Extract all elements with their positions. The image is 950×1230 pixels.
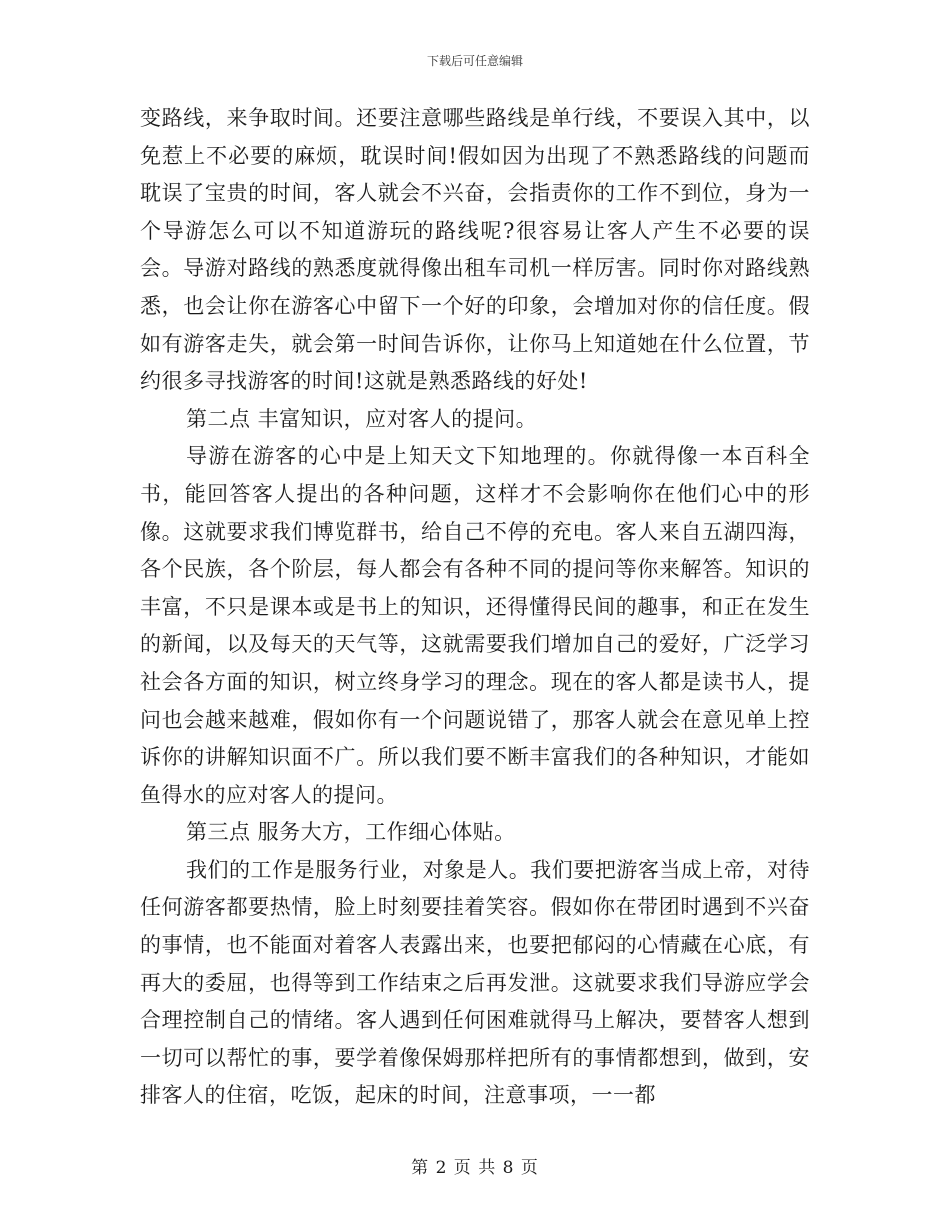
page-number: 第 2 页 共 8 页 (411, 1158, 539, 1178)
document-body (140, 100, 810, 1115)
header-note: 下载后可任意编辑 (426, 54, 523, 68)
page-header (0, 52, 950, 69)
paragraph-service: 我们的工作是服务行业，对象是人。我们要把游客当成上帝，对待任何游客都要热情，脸上时刻要挂着笑容。假如你在带团时遇到不兴奋的事情，也不能面对着客人表露出来，也要把郁闷的心情藏在心底，有再大的委屈，也得等到工作结束之后再发泄。这就要求我们导游应学会合理控制自己的情绪。客人遇到任何困难就得马上解决，要替客人想到一切可以帮忙的事，要学着像保姆那样把所有的事情都想到，做到，安排客人的住宿，吃饭，起床的时间，注意事项，一一都 (140, 857, 810, 1108)
section-heading-2: 第二点 丰富知识，应对客人的提问。 (186, 406, 538, 431)
paragraph-knowledge: 导游在游客的心中是上知天文下知地理的。你就得像一本百科全书，能回答客人提出的各种问题，这样才不会影响你在他们心中的形像。这就要求我们博览群书，给自己不停的充电。客人来自五湖四海，各个民族，各个阶层，每人都会有各种不同的提问等你来解答。知识的丰富，不只是课本或是书上的知识，还得懂得民间的趣事，和正在发生的新闻，以及每天的天气等，这就需要我们增加自己的爱好，广泛学习社会各方面的知识，树立终身学习的理念。现在的客人都是读书人，提问也会越来越难，假如你有一个问题说错了，那客人就会在意见单上控诉你的讲解知识面不广。所以我们要不断丰富我们的各种知识，才能如鱼得水的应对客人的提问。 (140, 444, 810, 807)
paragraph-continued: 变路线，来争取时间。还要注意哪些路线是单行线，不要误入其中，以免惹上不必要的麻烦，耽误时间!假如因为出现了不熟悉路线的问题而耽误了宝贵的时间，客人就会不兴奋，会指责你的工作不到位，身为一个导游怎么可以不知道游玩的路线呢?很容易让客人产生不必要的误会。导游对路线的熟悉度就得像出租车司机一样厉害。同时你对路线熟悉，也会让你在游客心中留下一个好的印象，会增加对你的信任度。假如有游客走失，就会第一时间告诉你，让你马上知道她在什么位置，节约很多寻找游客的时间!这就是熟悉路线的好处! (140, 106, 810, 394)
section-heading-3: 第三点 服务大方，工作细心体贴。 (186, 820, 516, 845)
page-footer (0, 1153, 950, 1178)
